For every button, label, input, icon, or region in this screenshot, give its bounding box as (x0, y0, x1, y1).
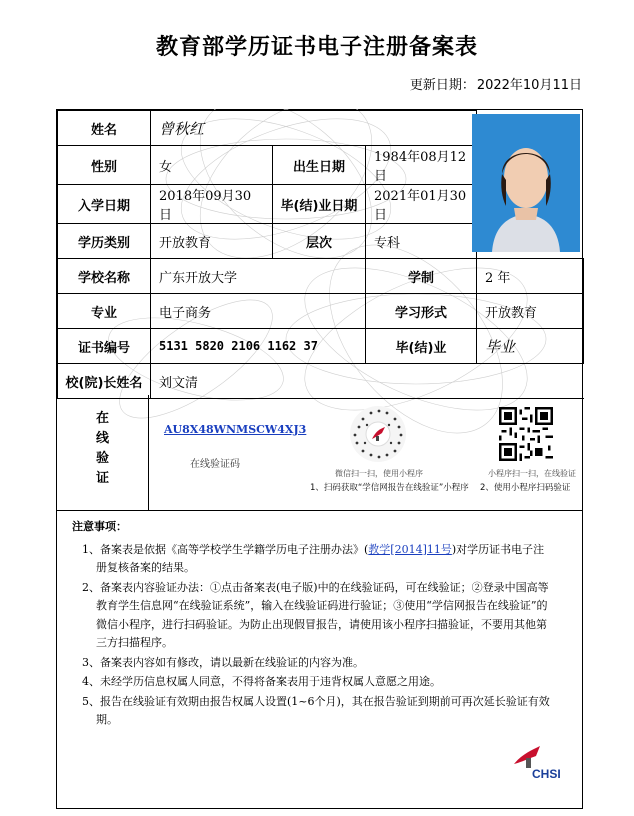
regulation-link[interactable]: 教学[2014]11号 (368, 542, 452, 556)
study-form-label: 学习形式 (366, 294, 477, 329)
note-item-1-pre: 1、备案表是依据《高等学校学生学籍学历电子注册办法》( (82, 542, 369, 556)
school-label: 学校名称 (58, 259, 151, 294)
notes-section (72, 518, 552, 731)
enroll-value: 2018年09月30日 (151, 185, 273, 224)
name-value: 曾秋红 (159, 119, 205, 138)
cert-value: 5131 5820 2106 1162 37 (151, 329, 366, 364)
update-label: 更新日期： (409, 78, 475, 93)
president-label: 校(院)长姓名 (58, 364, 151, 399)
page-title: 教育部学历证书电子注册备案表 (155, 35, 478, 60)
duration-label: 学制 (366, 259, 477, 294)
president-value: 刘文清 (151, 364, 584, 399)
verify-char-2: 线 (95, 431, 109, 446)
note-item-3: 3、备案表内容如有修改，请以最新在线验证的内容为准。 (82, 655, 364, 669)
birth-label: 出生日期 (273, 146, 366, 185)
level-label: 层次 (273, 224, 366, 259)
note-item-2: 2、备案表内容验证办法：①点击备案表(电子版)中的在线验证码，可在线验证；②登录中国高等教育学生信息网“在线验证系统”，输入在线验证码进行验证；③使用“学信网报告在线验证”的微信小程序，进行扫码验证。为防止出现假冒报告，请使用该小程序扫描验证，不要用其他第三方扫描程序。 (82, 580, 549, 649)
qr1-step: 1、扫码获取“学信网报告在线验证”小程序 (310, 483, 469, 493)
note-item-4: 4、未经学历信息权属人同意，不得将备案表用于违背权属人意愿之用途。 (82, 675, 441, 688)
verify-qr-icon (499, 407, 553, 461)
name-label: 姓名 (58, 111, 151, 146)
qr2-caption: 小程序扫一扫，在线验证 (488, 469, 576, 478)
verify-char-3: 验 (95, 451, 109, 466)
note-item-1-post: )对学历证书电子注册复核备案的结果。 (96, 542, 545, 574)
verify-char-4: 证 (95, 471, 109, 486)
edu-type-label: 学历类别 (58, 224, 151, 259)
gender-label: 性别 (58, 146, 151, 185)
update-value: 2022年10月11日 (476, 78, 582, 93)
graduate-label: 毕(结)业日期 (273, 185, 366, 224)
enroll-label: 入学日期 (58, 185, 151, 224)
qr1-caption: 微信扫一扫，使用小程序 (335, 469, 423, 478)
chsi-logo-text: CHSI (532, 767, 561, 781)
update-date (408, 74, 582, 93)
verify-char-1: 在 (95, 411, 109, 426)
level-value: 专科 (366, 224, 477, 259)
online-verify-section (57, 395, 582, 511)
cert-label: 证书编号 (58, 329, 151, 364)
edu-type-value: 开放教育 (151, 224, 273, 259)
id-photo (472, 114, 580, 252)
graduate-value: 2021年01月30日 (366, 185, 477, 224)
verify-code-link[interactable]: AU8X48WNMSCW4XJ3 (164, 423, 307, 436)
status-label: 毕(结)业 (366, 329, 477, 364)
study-form-value: 开放教育 (477, 294, 584, 329)
notes-heading: 注意事项： (72, 520, 127, 533)
note-item-1 (72, 541, 552, 578)
major-value: 电子商务 (151, 294, 366, 329)
major-label: 专业 (58, 294, 151, 329)
duration-value: 2 年 (477, 259, 584, 294)
status-value: 毕业 (485, 337, 516, 356)
chsi-logo (510, 742, 570, 782)
verify-label (57, 395, 149, 510)
miniprogram-qr-icon (349, 405, 407, 463)
birth-value: 1984年08月12日 (366, 146, 477, 185)
school-value: 广东开放大学 (151, 259, 366, 294)
gender-value: 女 (151, 146, 273, 185)
verify-code-caption: 在线验证码 (190, 459, 240, 470)
qr2-step: 2、使用小程序扫码验证 (480, 483, 571, 493)
note-item-5: 5、报告在线验证有效期由报告权属人设置(1~6个月)，其在报告验证到期前可再次延长验证有效期。 (82, 694, 550, 726)
